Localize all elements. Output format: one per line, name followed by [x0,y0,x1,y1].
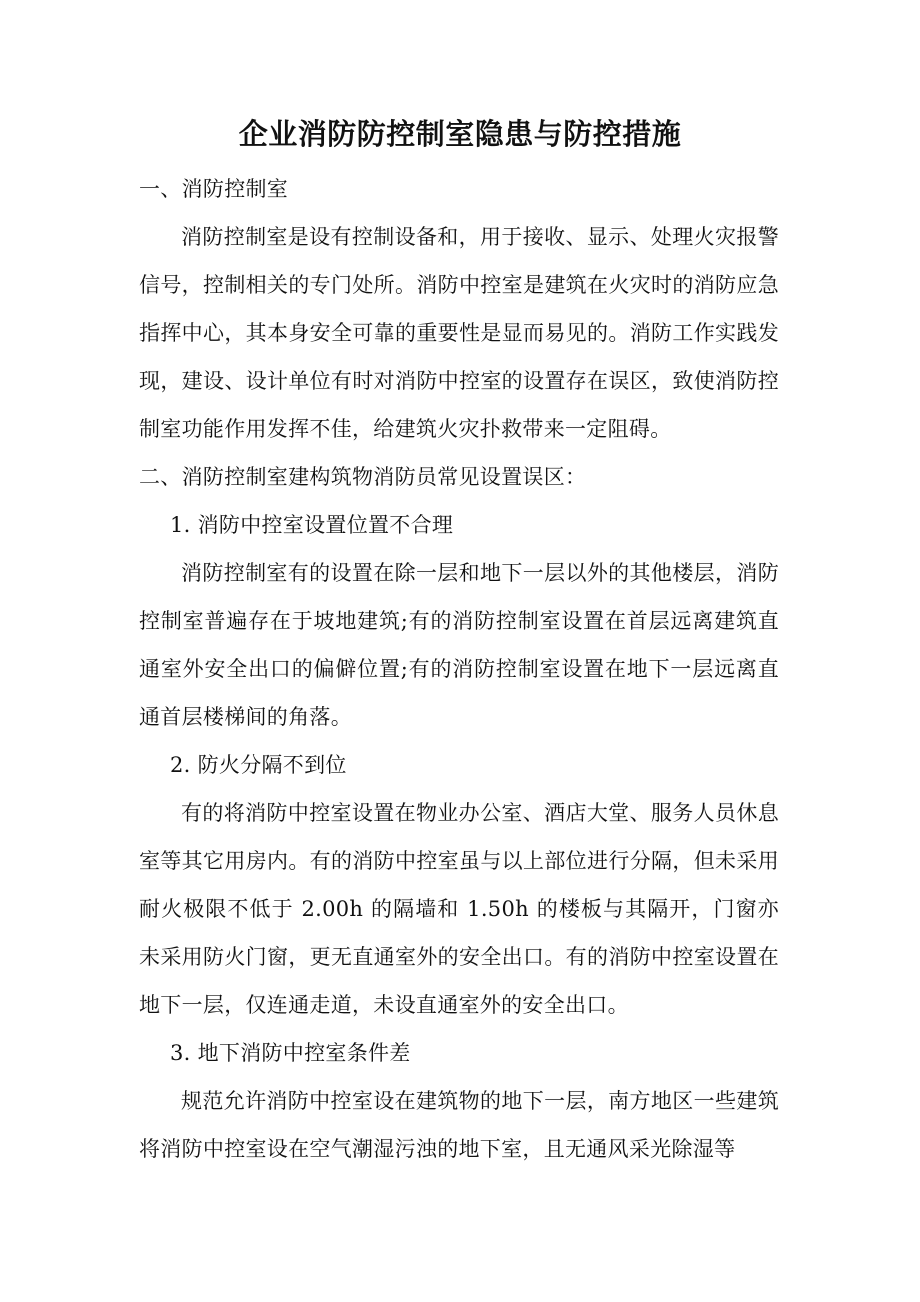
item-paragraph-1: 消防控制室有的设置在除一层和地下一层以外的其他楼层，消防控制室普遍存在于坡地建筑;有的消防控制室设置在首层远离建筑直通室外安全出口的偏僻位置;有的消防控制室设置在地下一层远离直通首层楼梯间的角落。 [139,561,779,729]
item-paragraph-2: 有的将消防中控室设置在物业办公室、酒店大堂、服务人员休息室等其它用房内。有的消防中控室虽与以上部位进行分隔，但未采用耐火极限不低于 2.00h 的隔墙和 1.50h 的楼板与其隔开，门窗亦未采用防火门窗，更无直通室外的安全出口。有的消防中控室设置在地下一层，仅连通走道，未设直通室外的安全出口。 [139,801,779,1017]
item-paragraph-3: 规范允许消防中控室设在建筑物的地下一层，南方地区一些建筑将消防中控室设在空气潮湿污浊的地下室，且无通风采光除湿等 [139,1089,779,1161]
section-heading-2: 二、消防控制室建构筑物消防员常见设置误区： [139,465,587,489]
document-title: 企业消防防控制室隐患与防控措施 [238,117,682,151]
section-paragraph-1: 消防控制室是设有控制设备和，用于接收、显示、处理火灾报警信号，控制相关的专门处所。消防中控室是建筑在火灾时的消防应急指挥中心，其本身安全可靠的重要性是显而易见的。消防工作实践发现，建设、设计单位有时对消防中控室的设置存在误区，致使消防控制室功能作用发挥不佳，给建筑火灾扑救带来一定阻碍。 [139,225,779,441]
item-title-2: 2. 防火分隔不到位 [170,753,347,777]
section-heading-1: 一、消防控制室 [139,177,289,201]
document-body [139,165,779,1173]
item-title-1: 1. 消防中控室设置位置不合理 [170,513,454,537]
item-title-3: 3. 地下消防中控室条件差 [170,1041,411,1065]
